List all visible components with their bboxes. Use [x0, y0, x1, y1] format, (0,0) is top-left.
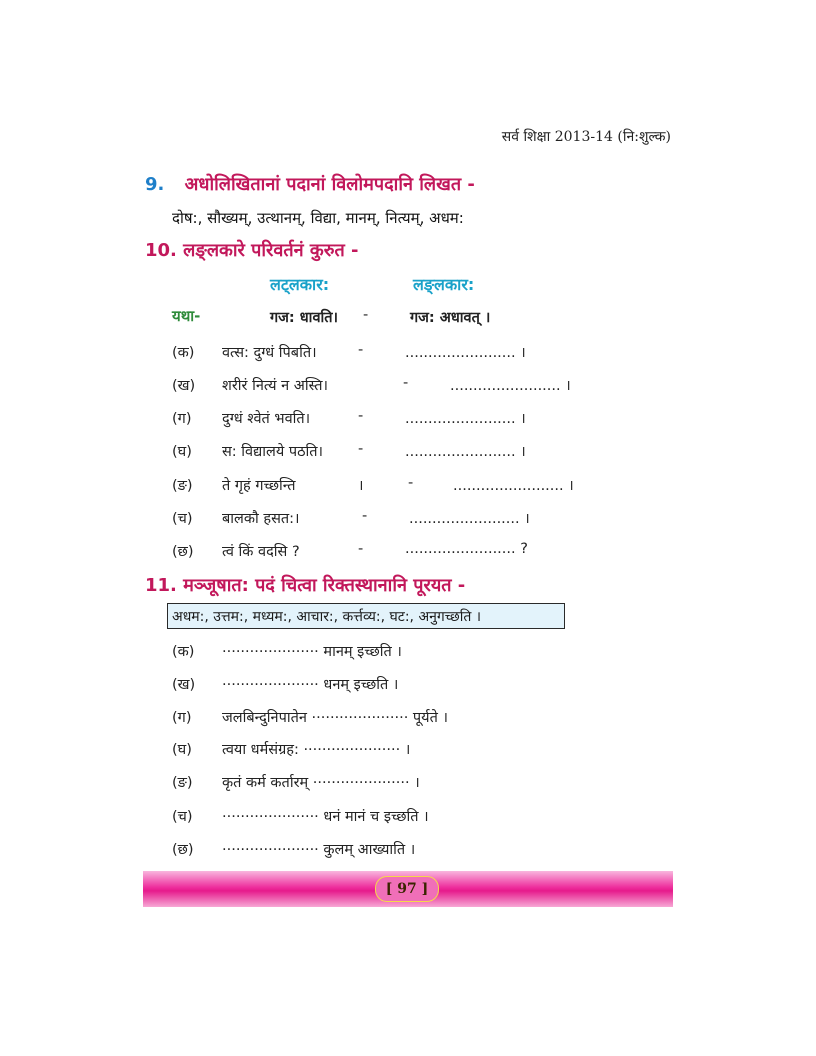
q9-heading: [145, 172, 475, 196]
item-dash: -: [403, 375, 409, 391]
item-text: ····················· मानम् इच्छति ।: [222, 644, 402, 660]
example-present: गज: धावति।: [270, 310, 339, 326]
item-danda: ।: [358, 478, 364, 494]
word-box: अधम:, उत्तम:, मध्यम:, आचार:, कर्त्तव्य:, घट:, अनुगच्छति ।: [167, 603, 565, 629]
item-text: ····················· धनम् इच्छति ।: [222, 677, 399, 693]
page-header: सर्व शिक्षा 2013-14 (नि:शुल्क): [501, 129, 671, 145]
q10-heading: [145, 238, 359, 262]
q11-title: मञ्जूषात: पदं चित्वा रिक्तस्थानानि पूरयत -: [183, 575, 466, 596]
q9-title: अधोलिखितानां पदानां विलोमपदानि लिखत -: [184, 174, 475, 195]
item-blank: ........................ ।: [405, 411, 526, 427]
item-marker: (ग): [172, 710, 192, 726]
q11-number: 11.: [145, 575, 177, 596]
item-blank: ........................ ।: [453, 478, 574, 494]
item-marker: (च): [172, 809, 193, 825]
item-sentence: वत्स: दुग्धं पिबति।: [222, 345, 317, 361]
example-past: गज: अधावत् ।: [410, 310, 491, 326]
item-sentence: दुग्धं श्वेतं भवति।: [222, 411, 311, 427]
item-sentence: बालकौ हसत:।: [222, 511, 300, 527]
item-text: जलबिन्दुनिपातेन ····················· पूर्यते ।: [222, 710, 448, 726]
col-head-lat: लट्लकार:: [270, 275, 330, 294]
item-text: ····················· कुलम् आख्याति ।: [222, 842, 416, 858]
q9-number: 9.: [145, 174, 165, 195]
item-marker: (घ): [172, 742, 192, 758]
item-marker: (छ): [172, 842, 194, 858]
item-text: कृतं कर्म कर्तारम् ····················· ।: [222, 775, 420, 791]
item-marker: (च): [172, 511, 193, 527]
example-label: यथा-: [172, 307, 201, 325]
item-marker: (ङ): [172, 478, 193, 494]
item-marker: (ख): [172, 378, 196, 394]
col-head-lang: लङ्लकार:: [413, 275, 475, 294]
item-blank: ........................ ?: [405, 541, 528, 557]
item-text: त्वया धर्मसंग्रह: ····················· ।: [222, 742, 411, 758]
item-sentence: त्वं किं वदसि ?: [222, 544, 300, 560]
item-blank: ........................ ।: [405, 444, 526, 460]
item-dash: -: [358, 342, 364, 358]
q9-words: दोष:, सौख्यम्, उत्थानम्, विद्या, मानम्, नित्यम्, अधम:: [172, 209, 464, 227]
page-number: [ 97 ]: [375, 876, 439, 902]
item-dash: -: [358, 408, 364, 424]
item-marker: (छ): [172, 544, 194, 560]
q10-number: 10.: [145, 240, 177, 261]
item-dash: -: [358, 541, 364, 557]
q10-title: लङ्लकारे परिवर्तनं कुरुत -: [183, 240, 359, 261]
item-blank: ........................ ।: [405, 345, 526, 361]
example-dash: -: [363, 307, 369, 323]
q11-heading: [145, 573, 465, 597]
item-blank: ........................ ।: [409, 511, 530, 527]
item-marker: (ख): [172, 677, 196, 693]
item-text: ····················· धनं मानं च इच्छति ।: [222, 809, 429, 825]
item-sentence: स: विद्यालये पठति।: [222, 444, 324, 460]
item-blank: ........................ ।: [450, 378, 571, 394]
item-sentence: ते गृहं गच्छन्ति: [222, 478, 296, 494]
item-marker: (क): [172, 345, 195, 361]
item-dash: -: [362, 508, 368, 524]
item-dash: -: [408, 475, 414, 491]
item-sentence: शरीरं नित्यं न अस्ति।: [222, 378, 329, 394]
item-marker: (घ): [172, 444, 192, 460]
item-marker: (ङ): [172, 775, 193, 791]
item-dash: -: [358, 441, 364, 457]
item-marker: (ग): [172, 411, 192, 427]
item-marker: (क): [172, 644, 195, 660]
